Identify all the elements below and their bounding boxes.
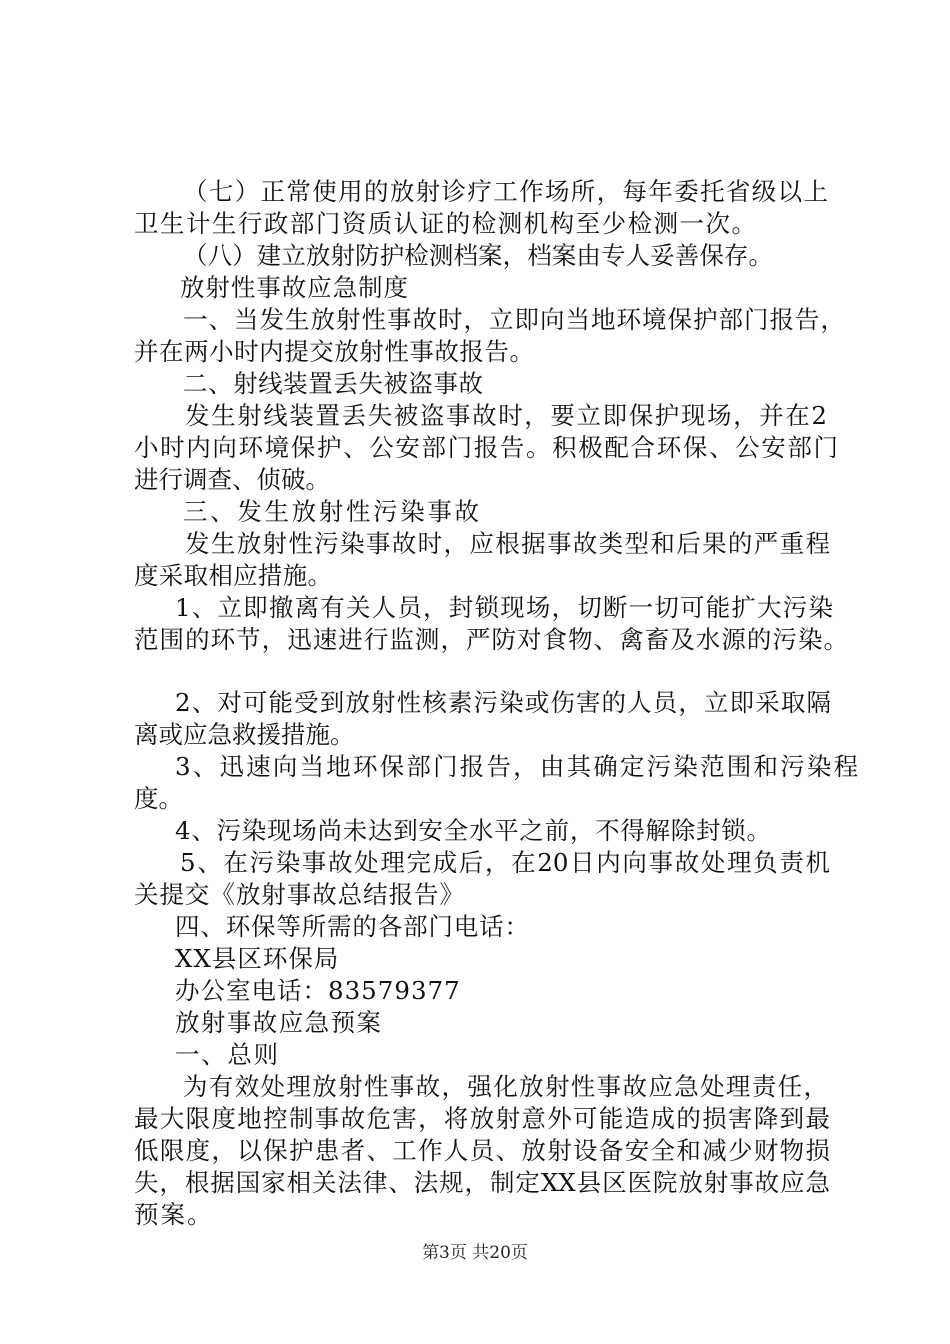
page-number: 第3页 共20页 <box>422 1243 528 1263</box>
document-page: （七）正常使用的放射诊疗工作场所，每年委托省级以上 卫生计生行政部门资质认证的检测机构至少检测一次。 （八）建立放射防护检测档案，档案由专人妥善保存。 放射性事故应急制度 一、当发生放射性事故时，立即向当地环境保护部门报告， 并在两小时内提交放射性事故报告。 二、射线装置丢失被盗事故 发生射线装置丢失被盗事故时，要立即保护现场，并在2 小时内向环境保护、公安部门报告。积极配合环保、公安部门 进行调查、侦破。 三、发生放射性污染事故 发生放射性污染事故时，应根据事故类型和后果的严重程 度采取相应措施。 1、立即撤离有关人员，封锁现场，切断一切可能扩大污染 范围的环节，迅速进行监测，严防对食物、禽畜及水源的污染。 2、对可能受到放射性核素污染或伤害的人员，立即采取隔 离或应急救援措施。 3、迅速向当地环保部门报告，由其确定污染范围和污染程 度。 4、污染现场尚未达到安全水平之前，不得解除封锁。 5、在污染事故处理完成后，在20日内向事故处理负责机 关提交《放射事故总结报告》 四、环保等所需的各部门电话： XX县区环保局 办公室电话：83579377 放射事故应急预案 一、总则 为有效处理放射性事故，强化放射性事故应急处理责任， 最大限度地控制事故危害，将放射意外可能造成的损害降到最 低限度，以保护患者、工作人员、放射设备安全和减少财物损 失，根据国家相关法律、法规，制定XX县区医院放射事故应急 预案。 第3页 共20页 <box>0 0 950 1344</box>
